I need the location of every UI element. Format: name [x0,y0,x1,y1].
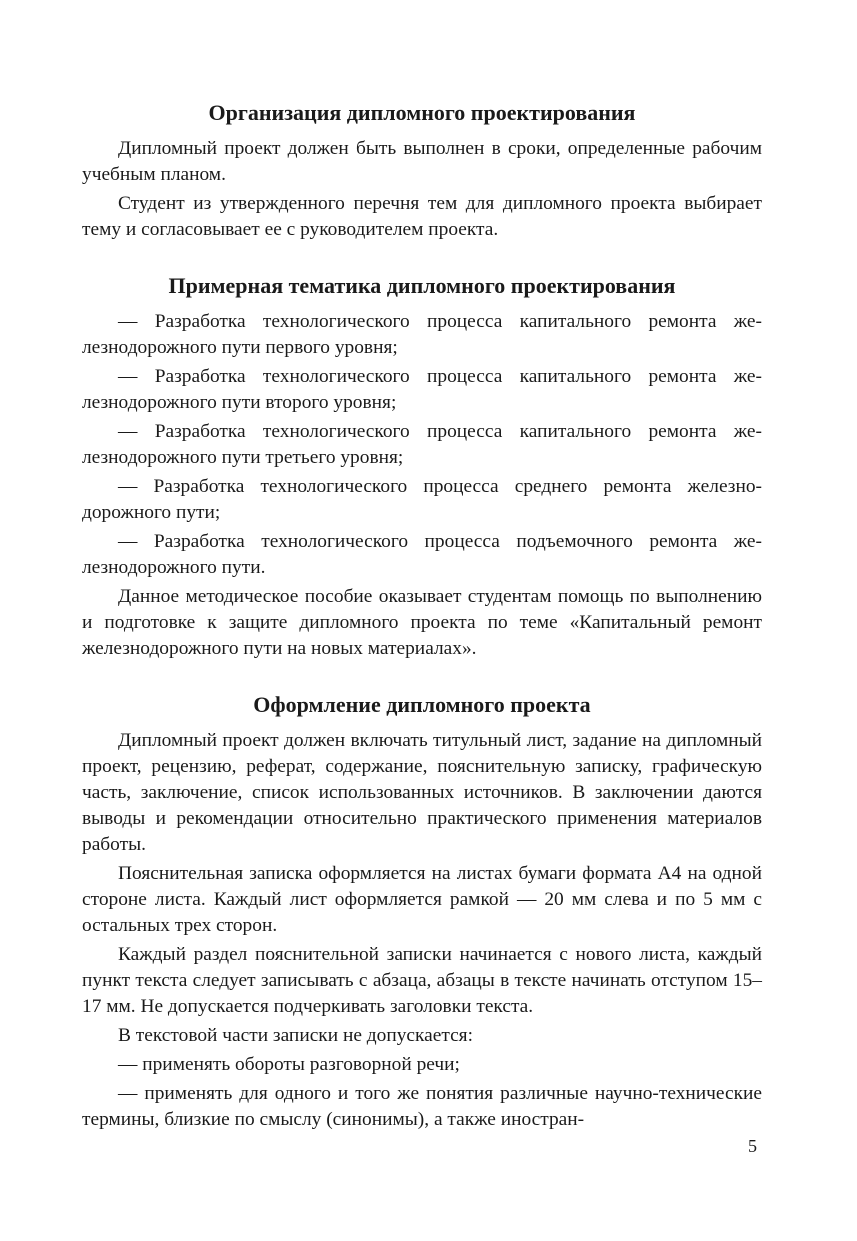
list-item: — Разработка технологического процесса среднего ремонта железнодорожного пути; [82,476,762,523]
list-item: — применять обороты разговорной речи; [118,1054,460,1075]
section-title-formatting: Оформление дипломного проекта [253,692,591,717]
section-title-topics: Примерная тематика дипломного проектирования [168,273,676,298]
page-number: 5 [748,1136,757,1156]
page-content [82,98,762,1136]
list-item: — применять для одного и того же понятия различные научно-технические термины, близкие по смыслу (синонимы), а также иностран- [82,1083,762,1130]
paragraph: В текстовой части записки не допускается: [118,1025,473,1046]
paragraph: Дипломный проект должен быть выполнен в сроки, определенные рабочим учебным планом. [82,138,762,185]
list-item: — Разработка технологического процесса подъемочного ремонта железнодорожного пути. [82,531,762,578]
paragraph: Дипломный проект должен включать титульный лист, задание на дипломный проект, рецензию, реферат, содержание, пояснительную записку, графическую часть, заключение, список использованных источников. В заключении даются выводы и рекомендации относительно практического применения материалов работы. [82,730,762,855]
list-item: — Разработка технологического процесса капитального ремонта железнодорожного пути второго уровня; [82,366,762,413]
list-item: — Разработка технологического процесса капитального ремонта железнодорожного пути первого уровня; [82,311,762,358]
section-title-organization: Организация дипломного проектирования [208,100,636,125]
paragraph: Пояснительная записка оформляется на листах бумаги формата А4 на одной стороне листа. Каждый лист оформляется рамкой — 20 мм слева и по 5 мм с остальных трех сторон. [82,863,762,936]
paragraph: Студент из утвержденного перечня тем для дипломного проекта выбирает тему и согласовывает ее с руководителем проекта. [82,193,762,240]
paragraph: Данное методическое пособие оказывает студентам помощь по выполнению и подготовке к защите дипломного проекта по теме «Капитальный ремонт железнодорожного пути на новых материалах». [82,586,762,659]
paragraph: Каждый раздел пояснительной записки начинается с нового листа, каждый пункт текста следует записывать с абзаца, абзацы в тексте начинать отступом 15–17 мм. Не допускается подчеркивать заголовки текста. [82,944,762,1017]
list-item: — Разработка технологического процесса капитального ремонта железнодорожного пути третьего уровня; [82,421,762,468]
